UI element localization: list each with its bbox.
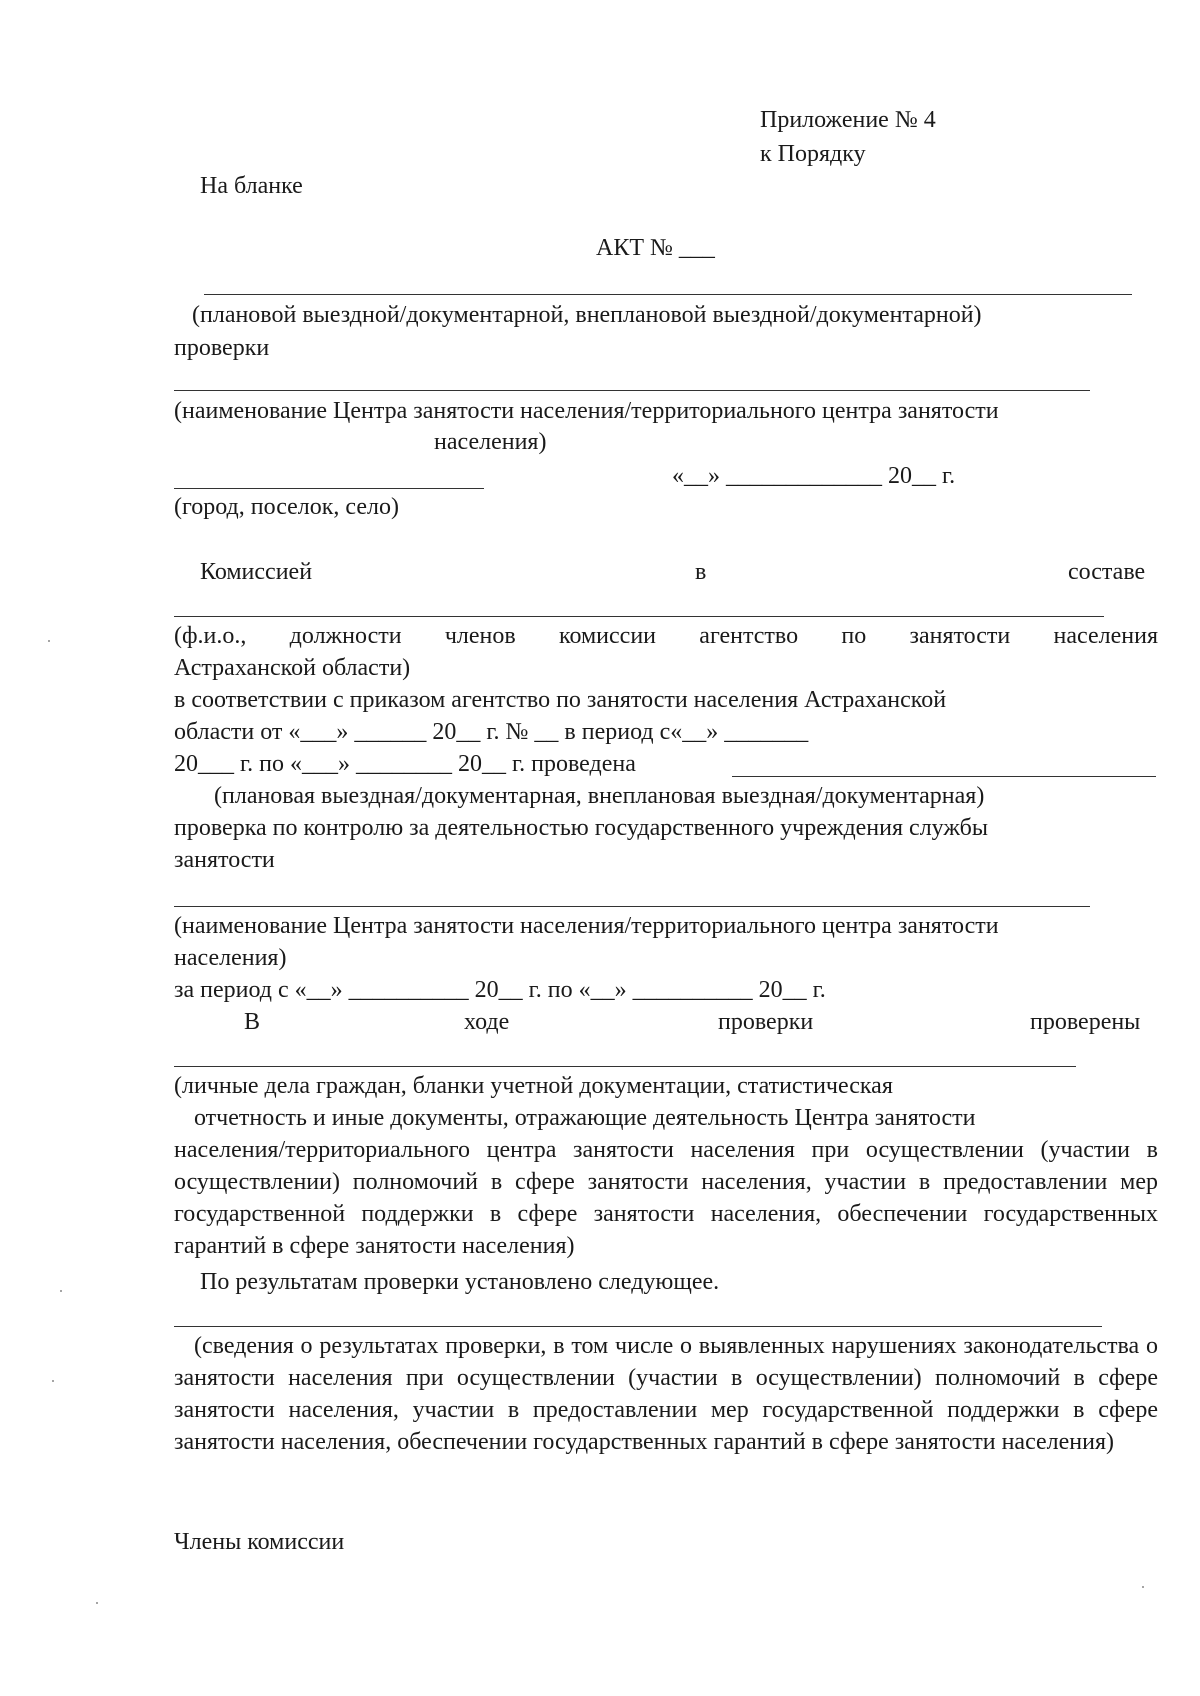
documents-caption-line-2: отчетность и иные документы, отражающие деятельность Центра занятости (194, 1105, 976, 1131)
appendix-reference: к Порядку (760, 141, 866, 167)
act-title: АКТ № ___ (596, 235, 715, 261)
city-caption: (город, поселок, село) (174, 494, 399, 520)
appendix-number: Приложение № 4 (760, 107, 936, 133)
course-word: ходе (464, 1009, 510, 1035)
scan-speck (52, 1380, 54, 1382)
members-caption-word: агентство (699, 623, 799, 649)
blank-line-members (174, 616, 1104, 617)
control-line-1: проверка по контролю за деятельностью государственного учреждения службы (174, 815, 988, 841)
blank-line-center-name-2 (174, 906, 1090, 907)
commission-in-word: в (695, 559, 707, 585)
center-name-caption-cont: населения) (434, 429, 547, 455)
documents-caption-paragraph: населения/территориального центра занятости населения при осуществлении (участии в осуществлении) полномочий в сфере занятости населения, участии в предоставлении мер государственной поддержки в сфере занятости населения, обеспечении государственных гарантий в сфере занятости населения) (174, 1137, 1158, 1259)
scan-speck (48, 640, 50, 642)
blank-line-results (174, 1326, 1102, 1327)
members-caption-word: (ф.и.о., (174, 623, 247, 649)
period-line: за период с «__» __________ 20__ г. по «__» __________ 20__ г. (174, 977, 826, 1003)
blank-line-documents (174, 1066, 1076, 1067)
center-name-caption-2: (наименование Центра занятости населения/территориального центра занятости (174, 913, 999, 939)
members-caption-word: населения (1053, 623, 1158, 649)
commission-members-label: Члены комиссии (174, 1529, 345, 1555)
commission-word: Комиссией (200, 559, 313, 585)
during-word: В (244, 1009, 261, 1035)
members-caption-word: по (841, 623, 867, 649)
scan-speck (60, 1290, 62, 1292)
blank-line-center-name (174, 390, 1090, 391)
commission-composition-word: составе (1068, 559, 1146, 585)
check-word-2: проверки (718, 1009, 814, 1035)
check-type-caption-2: (плановая выездная/документарная, внеплановая выездная/документарная) (214, 783, 985, 809)
center-name-caption-2-cont: населения) (174, 945, 287, 971)
act-date-line: «__» _____________ 20__ г. (672, 463, 956, 489)
scan-speck (96, 1602, 98, 1604)
letterhead-note: На бланке (200, 173, 303, 199)
blank-line-check-conducted (732, 776, 1156, 777)
order-line-2: области от «___» ______ 20__ г. № __ в период с«__» _______ (174, 719, 809, 745)
scan-speck (1142, 1586, 1144, 1588)
documents-caption-line-1: (личные дела граждан, бланки учетной документации, статистическая (174, 1073, 893, 1099)
center-name-caption: (наименование Центра занятости населения/территориального центра занятости (174, 398, 999, 424)
results-intro: По результатам проверки установлено следующее. (200, 1269, 720, 1295)
control-line-2: занятости (174, 847, 275, 873)
members-caption-cont: Астраханской области) (174, 655, 411, 681)
order-line-3: 20___ г. по «___» ________ 20__ г. проведена (174, 751, 636, 777)
blank-line-check-type (204, 294, 1132, 295)
results-caption-paragraph: (сведения о результатах проверки, в том числе о выявленных нарушениях законодательства о занятости населения при осуществлении (участии в осуществлении) полномочий в сфере занятости населения, участии в предоставлении мер государственной поддержки в сфере занятости населения, обеспечении государственных гарантий в сфере занятости населения) (174, 1333, 1158, 1455)
order-line-1: в соответствии с приказом агентство по занятости населения Астраханской (174, 687, 947, 713)
members-caption-word: комиссии (559, 623, 657, 649)
blank-line-city (174, 488, 484, 489)
members-caption-word: занятости (909, 623, 1011, 649)
members-caption-word: должности (289, 623, 402, 649)
check-type-caption: (плановой выездной/документарной, внеплановой выездной/документарной) (192, 302, 982, 328)
members-caption-line (174, 622, 1158, 650)
members-caption-word: членов (444, 623, 516, 649)
check-word: проверки (174, 335, 270, 361)
checked-word: проверены (1030, 1009, 1141, 1035)
